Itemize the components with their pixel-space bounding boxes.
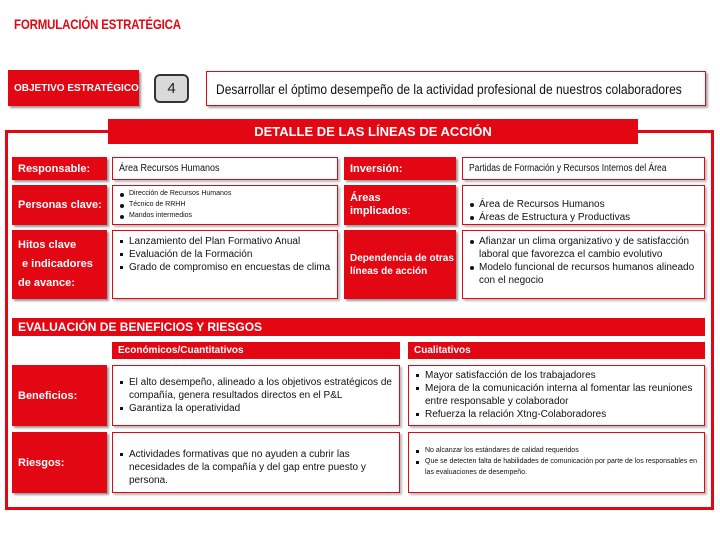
personas-list [117, 188, 333, 221]
list-item: Que se detecten falta de habilidades de comunicación por parte de los responsables en las evaluaciones de desempeño. [413, 456, 700, 478]
personas-value [112, 185, 338, 225]
dependencia-value [462, 230, 705, 299]
list-item: Garantiza la operatividad [117, 402, 395, 415]
detail-header: DETALLE DE LAS LÍNEAS DE ACCIÓN [108, 119, 638, 144]
hitos-label-line3: de avance: [18, 277, 75, 289]
dependencia-label [344, 230, 456, 299]
hitos-label-line1: Hitos clave [18, 239, 77, 251]
list-item: Mandos intermedios [117, 210, 333, 221]
list-item: Afianzar un clima organizativo y de satisfacción laboral que favorezca el cambio evolutivo [467, 235, 700, 261]
hitos-value [112, 230, 338, 299]
hitos-label-line2: e indicadores [22, 258, 93, 270]
list-item: Áreas de Estructura y Productivas [467, 211, 700, 224]
list-item: Mejora de la comunicación interna al fomentar las reuniones entre responsable y colaborador [413, 382, 700, 408]
riesgos-economic [112, 432, 400, 493]
list-item: Dirección de Recursos Humanos [117, 188, 333, 199]
dependencia-label-line1: Dependencia de otras [350, 252, 454, 264]
areas-label-colon: : [407, 205, 411, 217]
riesgos-qualitative [408, 432, 705, 493]
objective-label: OBJETIVO ESTRATÉGICO [8, 70, 139, 106]
hitos-list [117, 235, 333, 274]
beneficios-economic [112, 365, 400, 426]
list-item: Evaluación de la Formación [117, 248, 333, 261]
responsable-value-text: Área Recursos Humanos [119, 163, 220, 174]
objective-text-value: Desarrollar el óptimo desempeño de la actividad profesional de nuestros colaboradores [216, 80, 682, 97]
beneficios-qualitative-list [413, 369, 700, 421]
list-item: Grado de compromiso en encuestas de clima [117, 261, 333, 274]
responsable-value [112, 157, 338, 180]
evaluation-header: EVALUACIÓN DE BENEFICIOS Y RIESGOS [12, 318, 705, 336]
qualitative-column-header: Cualitativos [408, 342, 705, 359]
list-item: Actividades formativas que no ayuden a cubrir las necesidades de la compañía y del gap entre puesto y persona. [117, 448, 395, 487]
list-item: Modelo funcional de recursos humanos alineado con el negocio [467, 261, 700, 287]
riesgos-economic-list [117, 448, 395, 487]
personas-label: Personas clave: [12, 185, 107, 225]
beneficios-qualitative [408, 365, 705, 426]
areas-value [462, 185, 705, 225]
inversion-value-text: Partidas de Formación y Recursos Internos del Área [469, 163, 667, 174]
list-item: Refuerza la relación Xtng-Colaboradores [413, 408, 700, 421]
responsable-label: Responsable: [12, 157, 107, 180]
areas-list [467, 198, 700, 224]
riesgos-label: Riesgos: [12, 432, 107, 493]
list-item: Área de Recursos Humanos [467, 198, 700, 211]
areas-label-line1: Áreas [350, 192, 381, 204]
list-item: No alcanzar los estándares de calidad requeridos [413, 445, 700, 456]
hitos-label [12, 230, 107, 299]
list-item: Lanzamiento del Plan Formativo Anual [117, 235, 333, 248]
beneficios-economic-list [117, 376, 395, 415]
list-item: El alto desempeño, alineado a los objetivos estratégicos de compañía, genera resultados directos en el P&L [117, 376, 395, 402]
list-item: Técnico de RRHH [117, 199, 333, 210]
beneficios-label: Beneficios: [12, 365, 107, 426]
objective-number: 4 [154, 74, 189, 103]
dependencia-label-line2: líneas de acción [350, 265, 428, 277]
areas-label-line2 [350, 205, 411, 218]
list-item: Mayor satisfacción de los trabajadores [413, 369, 700, 382]
inversion-value [462, 157, 705, 180]
inversion-label: Inversión: [344, 157, 456, 180]
page-title: FORMULACIÓN ESTRATÉGICA [14, 16, 181, 32]
economic-column-header: Económicos/Cuantitativos [112, 342, 400, 359]
areas-label [344, 185, 456, 225]
dependencia-list [467, 235, 700, 287]
objective-text [206, 71, 706, 106]
areas-label-word: implicados [350, 205, 408, 217]
riesgos-qualitative-list [413, 445, 700, 478]
